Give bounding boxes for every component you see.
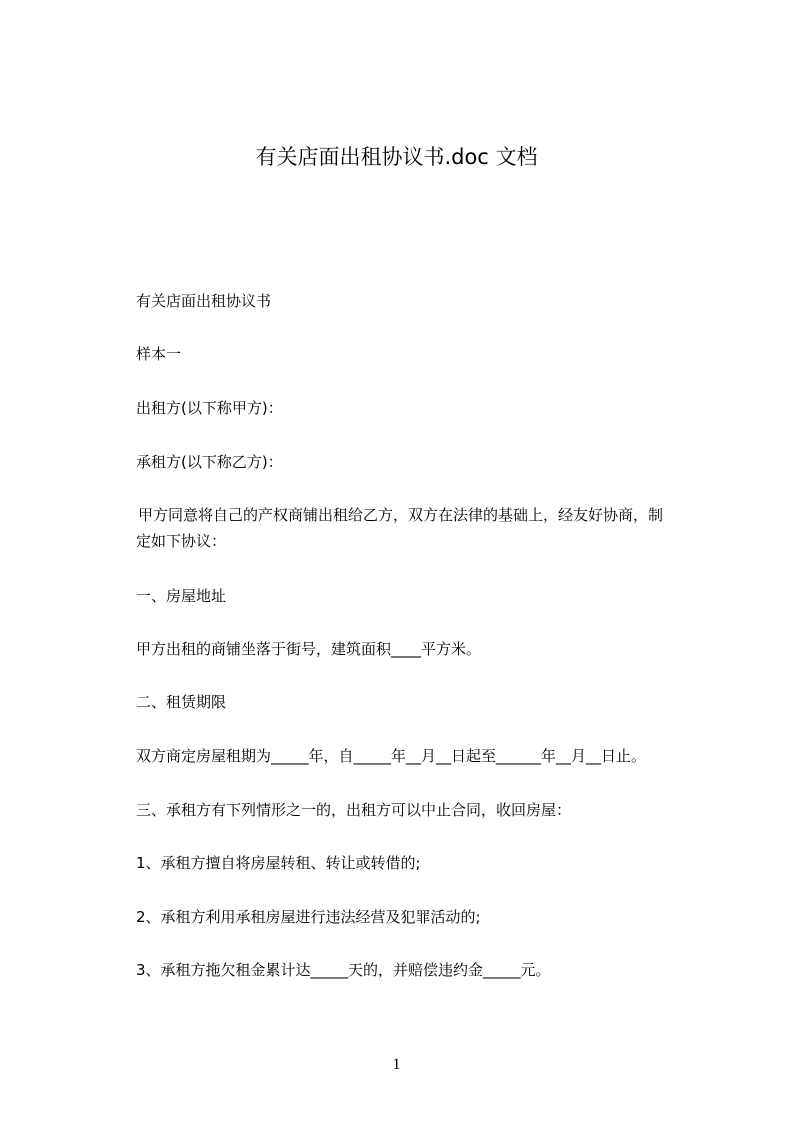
intro-line-1: 甲方同意将自己的产权商铺出租给乙方，双方在法律的基础上，经友好协商，制 xyxy=(138,506,664,524)
lessee-line: 承租方(以下称乙方)： xyxy=(136,453,283,471)
intro-line-2: 定如下协议： xyxy=(136,532,227,550)
address-text: 甲方出租的商铺坐落于街号，建筑面积____平方米。 xyxy=(136,640,482,658)
lessor-line: 出租方(以下称甲方)： xyxy=(136,399,283,417)
termination-item-2: 2、承租方利用承租房屋进行违法经营及犯罪活动的; xyxy=(136,908,481,926)
section-heading-term: 二、租赁期限 xyxy=(136,693,227,711)
term-text: 双方商定房屋租期为_____年，自_____年__月__日起至______年__月__日止。 xyxy=(136,747,647,765)
agreement-heading: 有关店面出租协议书 xyxy=(136,292,272,310)
intro-paragraph xyxy=(138,502,718,554)
termination-item-3: 3、承租方拖欠租金累计达_____天的，并赔偿违约金_____元。 xyxy=(136,961,551,979)
document-title: 有关店面出租协议书.doc 文档 xyxy=(255,145,538,169)
section-heading-termination: 三、承租方有下列情形之一的，出租方可以中止合同，收回房屋： xyxy=(136,801,572,819)
section-heading-address: 一、房屋地址 xyxy=(136,587,227,605)
sample-label: 样本一 xyxy=(136,345,182,363)
page-number: 1 xyxy=(392,1056,401,1073)
termination-item-1: 1、承租方擅自将房屋转租、转让或转借的; xyxy=(136,854,421,872)
